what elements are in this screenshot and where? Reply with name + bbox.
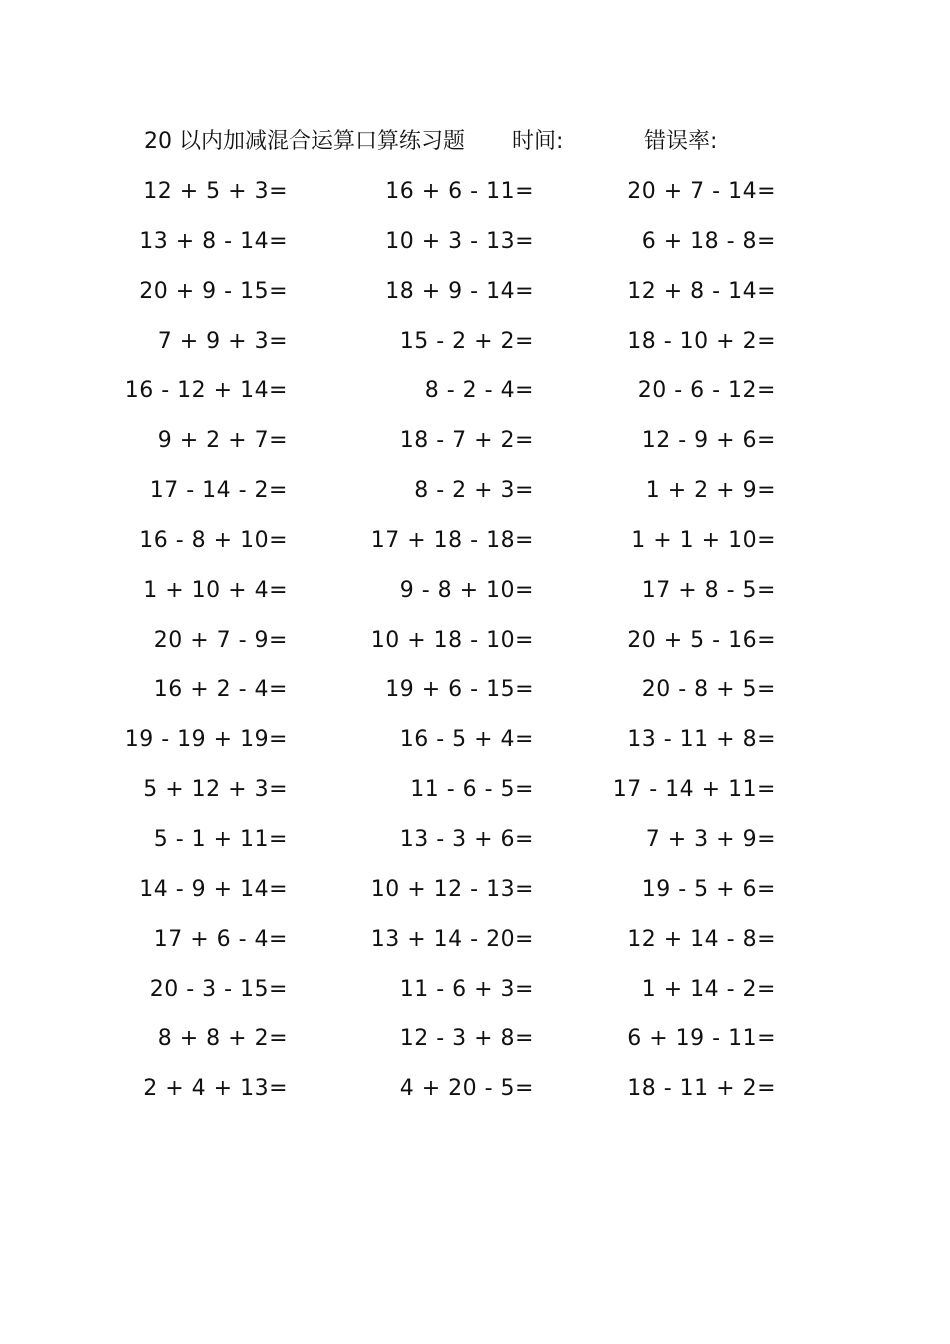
problem-item: 16 - 12 + 14= (124, 378, 288, 404)
problem-item: 20 - 6 - 12= (637, 378, 776, 404)
problem-row (0, 1069, 950, 1119)
problem-item: 10 + 18 - 10= (370, 627, 534, 653)
problem-item: 9 + 2 + 7= (157, 428, 288, 454)
problem-row (0, 621, 950, 671)
problem-item: 8 - 2 - 4= (424, 378, 534, 404)
problem-item: 16 - 8 + 10= (139, 527, 288, 553)
problem-item: 12 + 8 - 14= (627, 278, 776, 304)
problem-item: 13 + 14 - 20= (370, 926, 534, 952)
problem-item: 1 + 1 + 10= (631, 527, 776, 553)
problem-item: 20 + 5 - 16= (627, 627, 776, 653)
problem-row (0, 371, 950, 421)
problem-row (0, 670, 950, 720)
problem-item: 19 + 6 - 15= (385, 677, 534, 703)
problem-item: 20 + 7 - 9= (153, 627, 288, 653)
problem-grid (0, 172, 950, 1119)
problem-item: 16 + 6 - 11= (385, 179, 534, 204)
problem-row (0, 222, 950, 272)
problem-item: 15 - 2 + 2= (399, 328, 534, 354)
problem-item: 5 + 12 + 3= (143, 777, 288, 803)
problem-item: 5 - 1 + 11= (153, 826, 288, 852)
problem-item: 11 - 6 + 3= (399, 976, 534, 1002)
problem-item: 17 + 8 - 5= (641, 577, 776, 603)
problem-row (0, 970, 950, 1020)
problem-item: 18 - 7 + 2= (399, 428, 534, 454)
problem-item: 11 - 6 - 5= (410, 777, 534, 803)
problem-item: 1 + 2 + 9= (645, 478, 776, 504)
problem-item: 10 + 3 - 13= (385, 228, 534, 254)
problem-row (0, 870, 950, 920)
problem-item: 13 + 8 - 14= (139, 228, 288, 254)
worksheet-header (144, 124, 844, 160)
problem-row (0, 172, 950, 222)
problem-item: 8 - 2 + 3= (414, 478, 534, 504)
problem-item: 20 + 9 - 15= (139, 278, 288, 304)
problem-item: 13 - 11 + 8= (627, 727, 776, 753)
problem-item: 13 - 3 + 6= (399, 826, 534, 852)
problem-item: 16 + 2 - 4= (153, 677, 288, 703)
problem-item: 17 - 14 + 11= (612, 777, 776, 803)
problem-row (0, 421, 950, 471)
problem-item: 12 + 14 - 8= (627, 926, 776, 952)
problem-item: 12 - 9 + 6= (641, 428, 776, 454)
problem-item: 18 - 11 + 2= (627, 1076, 776, 1102)
problem-item: 8 + 8 + 2= (157, 1026, 288, 1052)
problem-item: 17 + 18 - 18= (370, 527, 534, 553)
problem-item: 14 - 9 + 14= (139, 876, 288, 902)
problem-item: 20 - 8 + 5= (641, 677, 776, 703)
problem-row (0, 471, 950, 521)
problem-item: 16 - 5 + 4= (399, 727, 534, 753)
problem-item: 9 - 8 + 10= (399, 577, 534, 603)
problem-row (0, 521, 950, 571)
problem-item: 17 + 6 - 4= (153, 926, 288, 952)
problem-item: 18 + 9 - 14= (385, 278, 534, 304)
problem-item: 1 + 10 + 4= (143, 577, 288, 603)
problem-item: 7 + 9 + 3= (157, 328, 288, 354)
problem-row (0, 920, 950, 970)
problem-item: 19 - 5 + 6= (641, 876, 776, 902)
time-label: 时间: (512, 129, 564, 154)
problem-item: 7 + 3 + 9= (645, 826, 776, 852)
worksheet-title: 20 以内加减混合运算口算练习题 (144, 129, 465, 154)
problem-item: 6 + 18 - 8= (641, 228, 776, 254)
problem-row (0, 720, 950, 770)
problem-item: 10 + 12 - 13= (370, 876, 534, 902)
problem-row (0, 571, 950, 621)
error-rate-label: 错误率: (644, 129, 718, 154)
problem-item: 19 - 19 + 19= (124, 727, 288, 753)
problem-item: 6 + 19 - 11= (627, 1026, 776, 1052)
problem-item: 18 - 10 + 2= (627, 328, 776, 354)
problem-item: 4 + 20 - 5= (399, 1076, 534, 1102)
problem-row (0, 322, 950, 372)
problem-item: 20 + 7 - 14= (627, 179, 776, 204)
problem-row (0, 272, 950, 322)
problem-item: 20 - 3 - 15= (149, 976, 288, 1002)
problem-item: 2 + 4 + 13= (143, 1076, 288, 1102)
problem-row (0, 770, 950, 820)
problem-item: 17 - 14 - 2= (149, 478, 288, 504)
problem-item: 12 - 3 + 8= (399, 1026, 534, 1052)
problem-item: 1 + 14 - 2= (641, 976, 776, 1002)
problem-row (0, 820, 950, 870)
problem-item: 12 + 5 + 3= (143, 179, 288, 204)
problem-row (0, 1019, 950, 1069)
